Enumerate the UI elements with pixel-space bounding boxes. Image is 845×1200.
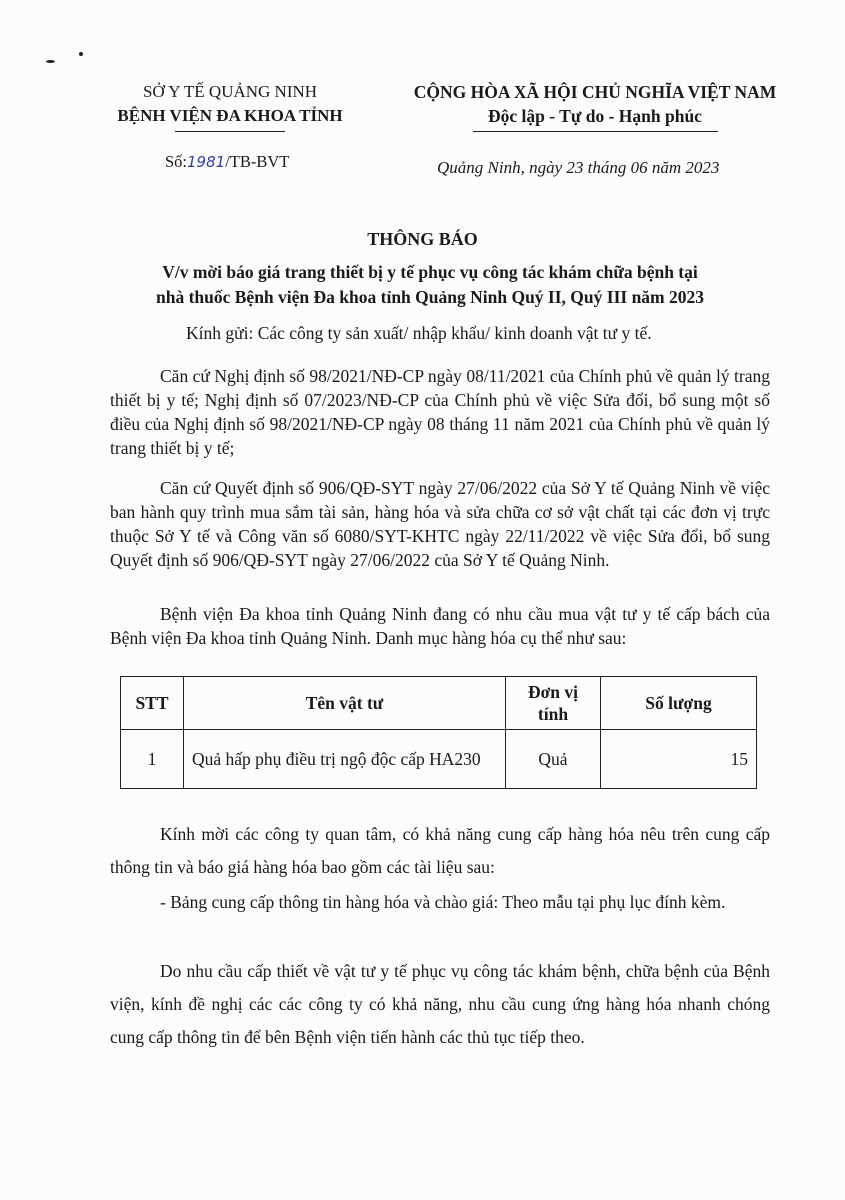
table-row [121, 730, 757, 789]
document-title: THÔNG BÁO [367, 229, 478, 249]
col-header-stt: STT [121, 677, 184, 730]
doc-number-suffix: /TB-BVT [225, 152, 290, 171]
cell-unit: Quả [506, 730, 601, 789]
issue-date: Quảng Ninh, ngày 23 tháng 06 năm 2023 [437, 158, 720, 177]
unit-name: BỆNH VIỆN ĐA KHOA TỈNH [117, 106, 343, 125]
scan-speck [46, 60, 55, 63]
scan-speck [79, 52, 83, 56]
subject-line-2: nhà thuốc Bệnh viện Đa khoa tỉnh Quảng Ninh Quý II, Quý III năm 2023 [155, 287, 705, 307]
paragraph-attachment: - Bảng cung cấp thông tin hàng hóa và chào giá: Theo mẫu tại phụ lục đính kèm. [160, 892, 726, 912]
col-header-unit: Đơn vị tính [506, 677, 601, 730]
document-subject [110, 260, 750, 310]
country-name: CỘNG HÒA XÃ HỘI CHỦ NGHĨA VIỆT NAM [413, 82, 777, 102]
paragraph-legal-basis-2: Căn cứ Quyết định số 906/QĐ-SYT ngày 27/06/2022 của Sở Y tế Quảng Ninh về việc ban hành quy trình mua sắm tài sản, hàng hóa và sửa chữa cơ sở vật chất tại các đơn vị trực thuộc Sở Y tế và Công văn số 6080/SYT-KHTC ngày 22/11/2022 về việc Sửa đổi, bổ sung Quyết định số 906/QĐ-SYT ngày 27/06/2022 của Sở Y tế Quảng Ninh. [110, 478, 770, 570]
paragraph-invitation: Kính mời các công ty quan tâm, có khả năng cung cấp hàng hóa nêu trên cung cấp thông tin và báo giá hàng hóa bao gồm các tài liệu sau: [110, 824, 770, 877]
items-table [120, 676, 757, 789]
table-header-row [121, 677, 757, 730]
col-header-qty: Số lượng [601, 677, 757, 730]
national-motto: Độc lập - Tự do - Hạnh phúc [488, 106, 702, 126]
agency-underline [175, 131, 285, 132]
cell-stt: 1 [121, 730, 184, 789]
cell-qty: 15 [601, 730, 757, 789]
recipient-line: Kính gửi: Các công ty sản xuất/ nhập khẩu/ kinh doanh vật tư y tế. [186, 323, 652, 343]
col-header-name: Tên vật tư [184, 677, 506, 730]
national-header-block [385, 80, 805, 132]
doc-number-handwritten: 1981 [187, 153, 226, 171]
paragraph-request: Bệnh viện Đa khoa tỉnh Quảng Ninh đang có nhu cầu mua vật tư y tế cấp bách của Bệnh viện Đa khoa tỉnh Quảng Ninh. Danh mục hàng hóa cụ thể như sau: [110, 604, 770, 648]
doc-number-prefix: Số: [165, 152, 188, 171]
motto-underline [473, 131, 718, 132]
document-number [165, 152, 289, 172]
cell-name: Quả hấp phụ điều trị ngộ độc cấp HA230 [184, 730, 506, 789]
subject-line-1: V/v mời báo giá trang thiết bị y tế phục vụ công tác khám chữa bệnh tại [162, 262, 698, 282]
paragraph-legal-basis-1: Căn cứ Nghị định số 98/2021/NĐ-CP ngày 08/11/2021 của Chính phủ về quản lý trang thiết bị y tế; Nghị định số 07/2023/NĐ-CP của Chính phủ về việc Sửa đổi, bổ sung một số điều của Nghị định số 98/2021/NĐ-CP ngày 08 tháng 11 năm 2021 của Chính phủ về quản lý trang thiết bị y tế; [110, 366, 770, 458]
issuing-agency-block [90, 80, 370, 132]
agency-name: SỞ Y TẾ QUẢNG NINH [142, 82, 318, 101]
paragraph-urgent-request: Do nhu cầu cấp thiết về vật tư y tế phục vụ công tác khám bệnh, chữa bệnh của Bệnh viện, kính đề nghị các các công ty có khả năng, nhu cầu cung ứng hàng hóa nhanh chóng cung cấp thông tin để bên Bệnh viện tiến hành các thủ tục tiếp theo. [110, 961, 770, 1047]
